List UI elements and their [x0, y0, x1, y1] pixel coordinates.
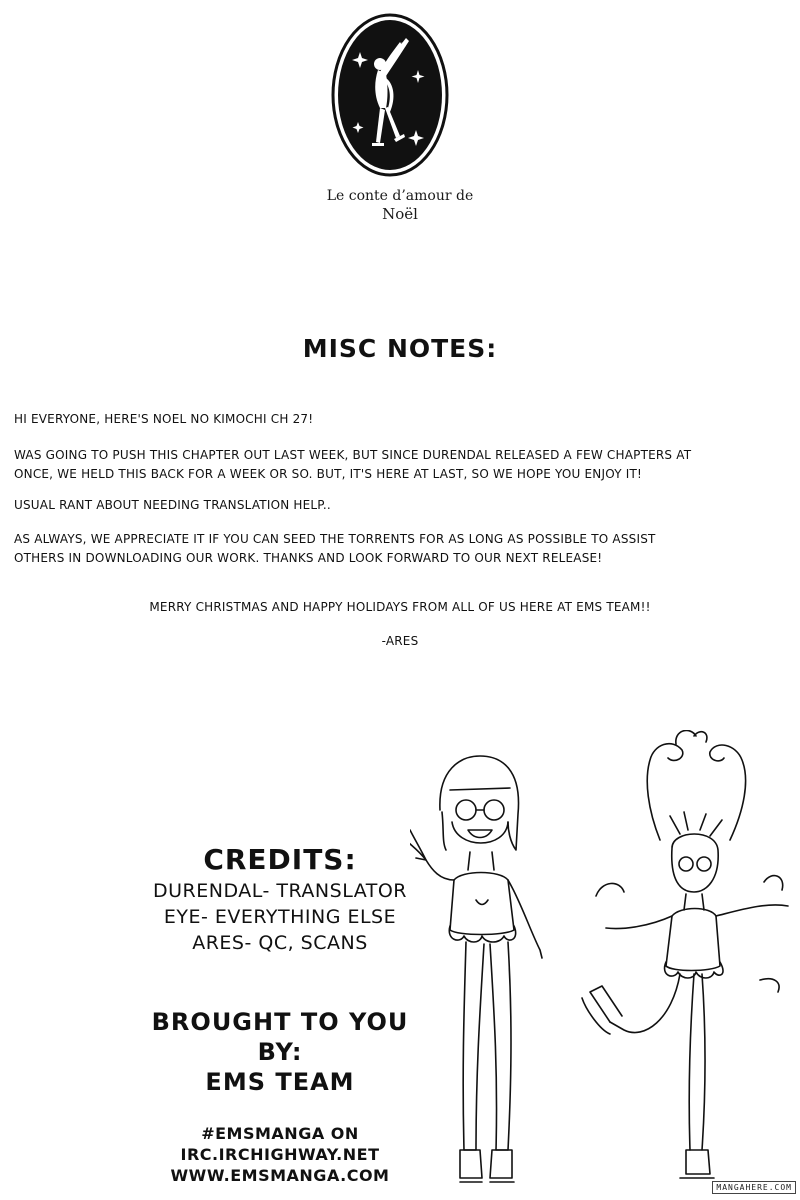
watermark: MANGAHERE.COM — [712, 1181, 796, 1194]
brought-to-you-line1: BROUGHT TO YOU — [151, 1008, 409, 1036]
logo-caption-line2: Noël — [382, 205, 418, 223]
note-greeting: MERRY CHRISTMAS AND HAPPY HOLIDAYS FROM ALL OF US HERE AT EMS TEAM!! — [149, 600, 651, 614]
note-paragraph-1: HI EVERYONE, HERE'S NOEL NO KIMOCHI CH 27! — [14, 412, 314, 426]
irc-line1: #EMSMANGA ON — [201, 1124, 359, 1143]
skater-girl-glasses-illustration — [410, 756, 542, 1182]
skaters-illustration — [410, 730, 800, 1200]
credit-line: ARES- QC, SCANS — [192, 932, 368, 954]
logo-caption-line1: Le conte d’amour de — [326, 188, 474, 204]
note-paragraph-2a: WAS GOING TO PUSH THIS CHAPTER OUT LAST WEEK, BUT SINCE DURENDAL RELEASED A FEW CHAPTERS AT — [14, 448, 692, 462]
brought-to-you-line2: BY: — [257, 1038, 303, 1066]
note-paragraph-2b: ONCE, WE HELD THIS BACK FOR A WEEK OR SO. BUT, IT'S HERE AT LAST, SO WE HOPE YOU ENJOY IT! — [14, 467, 643, 481]
website: WWW.EMSMANGA.COM — [170, 1166, 390, 1185]
skater-girl-antlers-illustration — [582, 730, 788, 1178]
credit-line: DURENDAL- TRANSLATOR — [152, 880, 407, 902]
irc-server: IRC.IRCHIGHWAY.NET — [180, 1145, 380, 1164]
team-name: EMS TEAM — [205, 1068, 355, 1096]
note-paragraph-4b: OTHERS IN DOWNLOADING OUR WORK. THANKS AND LOOK FORWARD TO OUR NEXT RELEASE! — [14, 551, 603, 565]
credit-line: EYE- EVERYTHING ELSE — [163, 906, 397, 928]
credits-title: CREDITS: — [203, 843, 357, 876]
note-signature: -ARES — [381, 634, 419, 648]
note-paragraph-3: USUAL RANT ABOUT NEEDING TRANSLATION HELP.. — [14, 498, 331, 512]
figure-skater-silhouette-icon — [330, 12, 450, 178]
notes-heading: MISC NOTES: — [302, 334, 498, 363]
note-paragraph-4a: AS ALWAYS, WE APPRECIATE IT IF YOU CAN SEED THE TORRENTS FOR AS LONG AS POSSIBLE TO ASSIST — [14, 532, 656, 546]
